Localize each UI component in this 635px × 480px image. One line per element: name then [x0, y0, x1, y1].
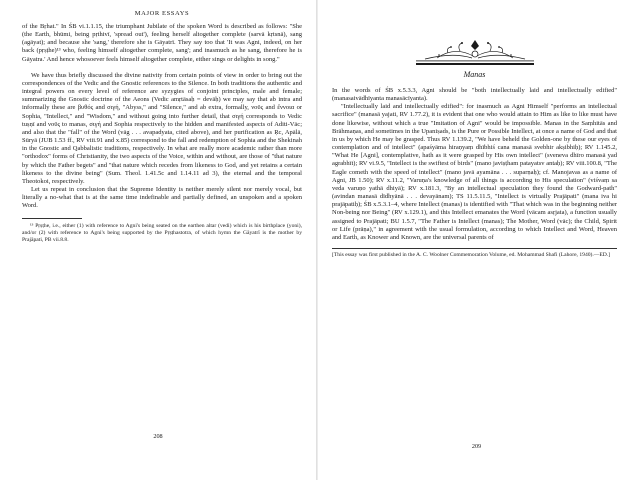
- footnote-rule: [22, 218, 82, 219]
- paragraph: Let us repeat in conclusion that the Supreme Identity is neither merely silent nor merely vocal, but literally a no-what that is at the same time indefinable and partially defined, an unspoken and a spoken Word.: [22, 185, 302, 210]
- paragraph: We have thus briefly discussed the divine nativity from certain points of view in order to bring out the correspondences of the Vedic and the Gnostic references to the Silence. In both traditions the authentic and integral powers on every level of reference are syzygies of conjoint principles, male and female; summarizing the Gnostic doctrine of the Aeons (Vedic amṛtāsaḥ = devāḥ) we may say that ab intra and informally these are βυθός and σιγή, "Abyss," and "Silence," and ab extra, formally, νοῦς and ἔννοια or Sophia, "Intellect," and "Wisdom," and without going into further detail, that σιγή corresponds to Vedic tuṣṇī and νοῦς to manas, σιγή and Sophia respectively to the hidden and manifested aspects of Aditi-Vāc; and also that the "fall" of the Word (vāg . . . avapadyata, cited above), and her purification as Ṛc, Apālā, Sūryā (JUB 1.53 ff., RV viii.91 and x.85) correspond to the fall and redemption of Sophia and the Shekinah in the Gnostic and Qabbalistic traditions, respectively. In what are really more academic rather than more "orthodox" forms of Christianity, the two aspects of the Voice, within and without, are those of "that nature by which the Father begets" and "that nature which recedes from likeness to God, and yet retains a certain likeness to the divine being" (Sum. Theol. 1.41.5c and 1.14.11 ad 3), the eternal and the temporal Theotokoi, respectively.: [22, 71, 302, 185]
- paragraph: of the Bṛhat." In ŚB vi.1.1.15, the triumphant Jubilate of the spoken Word is described as follows: "She (the Earth, bhūmi, being pṛthivī, 'spread out'), feeling herself altogether complete (sarvā kṛtsnā), sang (agāyat); and because she 'sang,' therefore she is Gāyatrī. They say too that 'It was Agni, indeed, on her back (pṛṣṭhe)¹³ who, feeling himself altogether complete, sang'; and inasmuch as he sang, therefore he is Gāyatra.' And hence whosoever feels himself altogether complete, either sings or delights in song.": [22, 23, 302, 63]
- footnote: ¹³ Pṛṣṭhe, i.e., either (1) with reference to Agni's being seated on the earthen altar (vedi) which is his birthplace (yoni), and/or (2) with reference to Agni's being supported by the Pṛṣṭhastotra, of which hymn the Gāyatrī is the mother by Prajāpati, PB vii.8.8.: [22, 223, 302, 244]
- source-note: [This essay was first published in the A. C. Woolner Commemoration Volume, ed. Mohammad Shafi (Lahore, 1940).—ED.]: [332, 248, 617, 259]
- paragraph: In the words of ŚB x.5.3.3, Agni should be "both intellectually laid and intellectually edified" (manasaivādhīyanta manasācīyanta).: [332, 87, 617, 103]
- right-page: [318, 0, 635, 480]
- headpiece-ornament-icon: [415, 36, 535, 66]
- page-number: 209: [471, 443, 482, 450]
- paragraph: "Intellectually laid and intellectually edified": for inasmuch as Agni Himself "performs an intellectual sacrifice" (manasā yajati, RV 1.77.2), it is evident that one who would attain to Him as like to like must have done likewise, without which a true "Imitation of Agni" would be impossible. Manas in the Saṃhitās and Brāhmaṇas, and sometimes in the Upaniṣads, is the Pure or Possible Intellect, at once a name of God and that in us by which He may be grasped. Thus RV 1.139.2, "We have beheld the Golden-one by these our eyes of contemplation and of intellect" (apaśyāma hiraṇyaṃ dhībhiś cana manasā svebhir akṣibhiḥ); RV 1.145.2, "What He [Agni], contemplative, hath as it were grasped by His own intellect" (sveneva dhīro manasā yad agrabhīt); RV vi.9.5, "Intellect is the swiftest of birds" (mano javiṣṭham patayatsv antaḥ); RV viii.100.8, "The Eagle cometh with the speed of intellect" (mano javā ayamāna . . . suparṇaḥ); cf. Manojavas as a name of Agni, JB 1.50); RV x.11.2, "Varuṇa's knowledge of all things is according to His speculation" (viśvaṃ sa veda varuṇo yathā dhiyā); RV x.181.3, "By an intellectual speculation they found the Godward-path" (avindan manasā dīdhyānā . . . devayānam); TS 11.5.11.5, "Intellect is virtually Prajāpati" (mana iva hi prajāpatiḥ); ŚB x.5.3.1–4, where Intellect (manas) is identified with "That which was in the beginning neither Non-being nor Being" (RV x.129.1), and this Intellect emanates the Word (vācam asṛjata), a function usually assigned to Prajāpati; BU 1.5.7, "The Father is Intellect (manas); The Mother, Word (vāc); the Child, Spirit or Life (prāṇa)," in agreement with the usual formulation, according to which Intellect and Word, Heaven and Earth, as Knower and Known, are the universal parents of: [332, 103, 617, 241]
- running-head: MAJOR ESSAYS: [134, 10, 190, 17]
- chapter-title: Manas: [463, 70, 486, 79]
- page-number: 208: [153, 433, 163, 440]
- left-page: [0, 0, 316, 480]
